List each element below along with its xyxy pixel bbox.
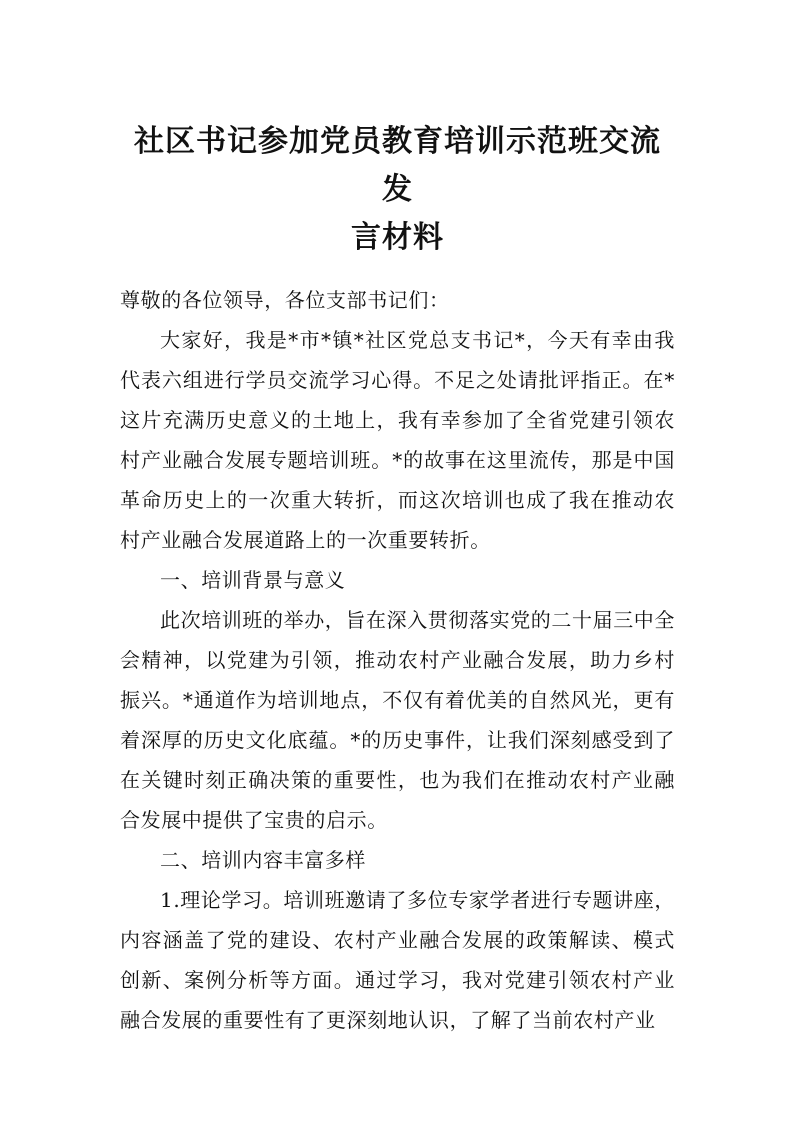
document-body [120, 280, 675, 1040]
document-title [120, 118, 675, 262]
greeting: 尊敬的各位领导，各位支部书记们： [120, 288, 450, 312]
paragraph-background: 此次培训班的举办，旨在深入贯彻落实党的二十届三中全会精神，以党建为引领，推动农村产业融合发展，助力乡村振兴。*通道作为培训地点，不仅有着优美的自然风光，更有着深厚的历史文化底蕴。*的历史事件，让我们深刻感受到了在关键时刻正确决策的重要性，也为我们在推动农村产业融合发展中提供了宝贵的启示。 [120, 608, 675, 832]
title-line-2: 言材料 [351, 220, 444, 255]
paragraph-theory: 1.理论学习。培训班邀请了多位专家学者进行专题讲座，内容涵盖了党的建设、农村产业融合发展的政策解读、模式创新、案例分析等方面。通过学习，我对党建引领农村产业融合发展的重要性有了更深刻地认识，了解了当前农村产业 [120, 888, 675, 1032]
section-heading-content: 二、培训内容丰富多样 [160, 848, 366, 872]
title-line-1: 社区书记参加党员教育培训示范班交流发 [134, 124, 661, 207]
paragraph-intro: 大家好，我是*市*镇*社区党总支书记*，今天有幸由我代表六组进行学员交流学习心得。不足之处请批评指正。在*这片充满历史意义的土地上，我有幸参加了全省党建引领农村产业融合发展专题培训班。*的故事在这里流传，那是中国革命历史上的一次重大转折，而这次培训也成了我在推动农村产业融合发展道路上的一次重要转折。 [120, 328, 675, 552]
section-heading-background: 一、培训背景与意义 [160, 568, 346, 592]
